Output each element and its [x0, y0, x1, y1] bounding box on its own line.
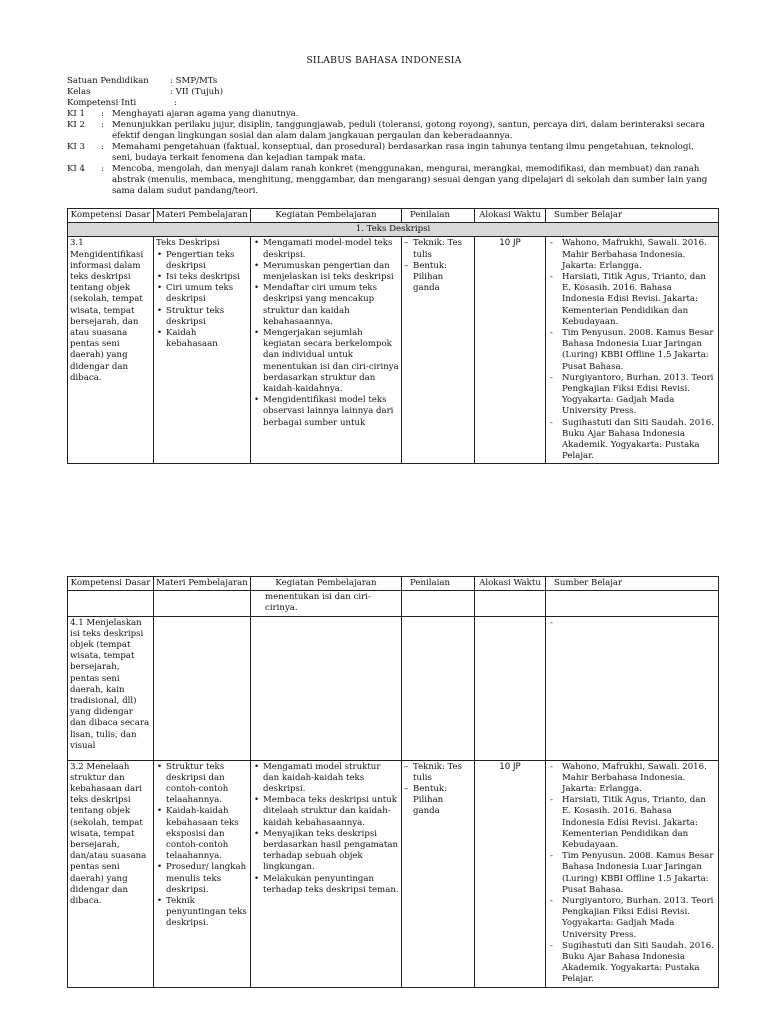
- ki-heading-row: [67, 98, 717, 109]
- sumber-list: [548, 762, 716, 986]
- kelas-value: : VII (Tujuh): [170, 87, 224, 97]
- table-row: [68, 616, 719, 760]
- list-item: • Mengamati model struktur dan kaidah-kaidah teks deskripsi.: [253, 762, 399, 796]
- kegiatan-list: [253, 762, 399, 896]
- col-penilaian: Penilaian: [402, 577, 475, 591]
- ki-row-2: [67, 120, 717, 142]
- section-row: [68, 223, 719, 237]
- section-title: 1. Teks Deskripsi: [68, 223, 719, 237]
- col-materi: Materi Pembelajaran: [154, 209, 251, 223]
- materi-heading: Teks Deskripsi: [156, 238, 220, 249]
- list-item: – Bentuk: Pilihan ganda: [404, 784, 472, 818]
- col-kegiatan: Kegiatan Pembelajaran: [251, 209, 402, 223]
- materi-cell: [154, 237, 251, 464]
- col-penilaian: Penilaian: [402, 209, 475, 223]
- list-item: • Ciri umum teks deskripsi: [156, 283, 248, 305]
- list-item: - Tim Penyusun. 2008. Kamus Besar Bahasa Indonesia Luar Jaringan (Luring) KBBI Offline 1.5 Jakarta: Pusat Bahasa.: [548, 328, 716, 373]
- penilaian-list: [404, 238, 472, 294]
- satuan-row: [67, 76, 717, 87]
- list-item: • Melakukan penyuntingan terhadap teks deskripsi teman.: [253, 874, 399, 896]
- list-item: - Wahono, Mafrukhi, Sawali. 2016. Mahir Berbahasa Indonesia. Jakarta: Erlangga.: [548, 762, 716, 796]
- penilaian-cell: [402, 237, 475, 464]
- col-sumber: Sumber Belajar: [546, 209, 719, 223]
- list-item: • Kaidah kebahasaan: [156, 328, 248, 350]
- list-item: • Mengerjakan sejumlah kegiatan secara berkelompok dan individual untuk menentukan isi dan ciri-cirinya berdasarkan struktur dan kaidah-kaidahnya.: [253, 328, 399, 395]
- kegiatan-cell: [251, 760, 402, 987]
- kegiatan-cell: [251, 237, 402, 464]
- ki-row-4: [67, 164, 717, 197]
- list-item: • Mengidentifikasi model teks observasi lainnya lainnya dari berbagai sumber untuk: [253, 395, 399, 429]
- sumber-cell: -: [546, 616, 719, 760]
- col-alokasi: Alokasi Waktu: [475, 209, 546, 223]
- penilaian-list: [404, 762, 472, 818]
- list-item: - Wahono, Mafrukhi, Sawali. 2016. Mahir Berbahasa Indonesia. Jakarta: Erlangga.: [548, 238, 716, 272]
- kd-cell: 3.2 Menelaah struktur dan kebahasaan dari teks deskripsi tentang objek (sekolah, tempat wisata, tempat bersejarah, dan/atau suasana pentas seni daerah) yang didengar dan dibaca.: [68, 760, 154, 987]
- ki-label-3: KI 3: [67, 142, 86, 152]
- list-item: - Nurgiyantoro, Burhan. 2013. Teori Pengkajian Fiksi Edisi Revisi. Yogyakarta: Gadjah Mada University Press.: [548, 896, 716, 941]
- col-sumber: Sumber Belajar: [546, 577, 719, 591]
- kegiatan-continuation: menentukan isi dan ciri-cirinya.: [251, 591, 402, 616]
- list-item: • Mendaftar ciri umum teks deskripsi yang mencakup struktur dan kaidah kebahasaannya.: [253, 283, 399, 328]
- sumber-cell: [546, 237, 719, 464]
- alokasi-cell: 10 JP: [475, 237, 546, 464]
- ki-row-3: [67, 142, 717, 164]
- kd-cell: 4.1 Menjelaskan isi teks deskripsi objek (tempat wisata, tempat bersejarah, pentas seni daerah, kain tradisional, dll) yang didengar dan dibaca secara lisan, tulis, dan visual: [68, 616, 154, 760]
- materi-cell: [154, 760, 251, 987]
- col-alokasi: Alokasi Waktu: [475, 577, 546, 591]
- materi-list: [156, 250, 248, 351]
- ki-text-1: Menghayati ajaran agama yang dianutnya.: [112, 109, 299, 119]
- list-item: • Mengamati model-model teks deskripsi.: [253, 238, 399, 260]
- table-row: [68, 760, 719, 987]
- alokasi-cell: 10 JP: [475, 760, 546, 987]
- col-kegiatan: Kegiatan Pembelajaran: [251, 577, 402, 591]
- col-materi: Materi Pembelajaran: [154, 577, 251, 591]
- list-item: • Prosedur/ langkah menulis teks deskripsi.: [156, 862, 248, 896]
- ki-sep-1: :: [101, 109, 104, 119]
- ki-text-3: Memahami pengetahuan (faktual, konseptual, dan prosedural) berdasarkan rasa ingin tahunya tentang ilmu pengetahuan, teknologi, seni, budaya terkait fenomena dan kejadian tampak mata.: [112, 142, 694, 163]
- list-item: - Tim Penyusun. 2008. Kamus Besar Bahasa Indonesia Luar Jaringan (Luring) KBBI Offline 1.5 Jakarta: Pusat Bahasa.: [548, 851, 716, 896]
- ki-label-1: KI 1: [67, 109, 86, 119]
- list-item: • Struktur teks deskripsi: [156, 306, 248, 328]
- list-item: • Merumuskan pengertian dan menjelaskan isi teks deskripsi: [253, 261, 399, 283]
- syllabus-header: [67, 76, 717, 197]
- continuation-row: [68, 591, 719, 616]
- list-item: • Menyajikan teks deskripsi berdasarkan hasil pengamatan terhadap sebuah objek lingkungan.: [253, 829, 399, 874]
- ki-sep-2: :: [101, 120, 104, 130]
- ki-sep-4: :: [101, 164, 104, 174]
- materi-list: [156, 762, 248, 930]
- table-row: [68, 237, 719, 464]
- ki-sep-3: :: [101, 142, 104, 152]
- list-item: • Membaca teks deskripsi untuk ditelaah struktur dan kaidah-kaidah kebahasaannya.: [253, 795, 399, 829]
- document-title: SILABUS BAHASA INDONESIA: [306, 55, 462, 66]
- ki-label-2: KI 2: [67, 120, 86, 130]
- list-item: – Bentuk: Pilihan ganda: [404, 261, 472, 295]
- satuan-label: Satuan Pendidikan: [67, 76, 149, 86]
- list-item: - Sugihastuti dan Siti Saudah. 2016. Buku Ajar Bahasa Indonesia Akademik. Yogyakarta: Pustaka Pelajar.: [548, 418, 716, 463]
- sumber-list: [548, 238, 716, 462]
- ki-row-1: [67, 109, 717, 120]
- penilaian-cell: [402, 760, 475, 987]
- kegiatan-list: [253, 238, 399, 428]
- kd-cell: 3.1 Mengidentifikasi informasi dalam teks deskripsi tentang objek (sekolah, tempat wisata, tempat bersejarah, dan atau suasana pentas seni daerah) yang didengar dan dibaca.: [68, 237, 154, 464]
- kelas-label: Kelas: [67, 87, 91, 97]
- satuan-value: : SMP/MTs: [170, 76, 218, 86]
- list-item: • Teknik penyuntingan teks deskripsi.: [156, 896, 248, 930]
- list-item: • Kaidah-kaidah kebahasaan teks eksposisi dan contoh-contoh telaahannya.: [156, 806, 248, 862]
- ki-text-4: Mencoba, mengolah, dan menyaji dalam ranah konkret (menggunakan, mengurai, merangkai, memodifikasi, dan membuat) dan ranah abstrak (menulis, membaca, menghitung, menggambar, dan mengarang) sesuai dengan yang dipelajari di sekolah dan sumber lain yang sama dalam sudut pandang/teori.: [112, 164, 708, 196]
- table-header-row: [68, 577, 719, 591]
- list-item: • Struktur teks deskripsi dan contoh-contoh telaahannya.: [156, 762, 248, 807]
- list-item: - Harsiati, Titik Agus, Trianto, dan E. Kosasih. 2016. Bahasa Indonesia Edisi Revisi. Jakarta: Kementerian Pendidikan dan Kebudayaan.: [548, 795, 716, 851]
- sumber-cell: [546, 760, 719, 987]
- list-item: • Pengertian teks deskripsi: [156, 250, 248, 272]
- list-item: – Teknik: Tes tulis: [404, 762, 472, 784]
- ki-label: Kompetensi Inti: [67, 98, 137, 108]
- syllabus-table-1: [67, 208, 719, 464]
- col-kd: Kompetensi Dasar: [68, 577, 154, 591]
- col-kd: Kompetensi Dasar: [68, 209, 154, 223]
- ki-text-2: Menunjukkan perilaku jujur, disiplin, tanggungjawab, peduli (toleransi, gotong royong), santun, percaya diri, dalam berinteraksi secara efektif dengan lingkungan sosial dan alam dalam jangkauan pergaulan dan keberadaannya.: [112, 120, 705, 141]
- ki-label-4: KI 4: [67, 164, 86, 174]
- table-header-row: [68, 209, 719, 223]
- list-item: - Sugihastuti dan Siti Saudah. 2016. Buku Ajar Bahasa Indonesia Akademik. Yogyakarta: Pustaka Pelajar.: [548, 941, 716, 986]
- kelas-row: [67, 87, 717, 98]
- list-item: - Harsiati, Titik Agus, Trianto, dan E. Kosasih. 2016. Bahasa Indonesia Edisi Revisi. Jakarta: Kementerian Pendidikan dan Kebudayaan.: [548, 272, 716, 328]
- list-item: - Nurgiyantoro, Burhan. 2013. Teori Pengkajian Fiksi Edisi Revisi. Yogyakarta: Gadjah Mada University Press.: [548, 373, 716, 418]
- syllabus-table-2: [67, 576, 719, 988]
- list-item: • Isi teks deskripsi: [156, 272, 248, 283]
- list-item: – Teknik: Tes tulis: [404, 238, 472, 260]
- ki-colon: :: [174, 98, 177, 108]
